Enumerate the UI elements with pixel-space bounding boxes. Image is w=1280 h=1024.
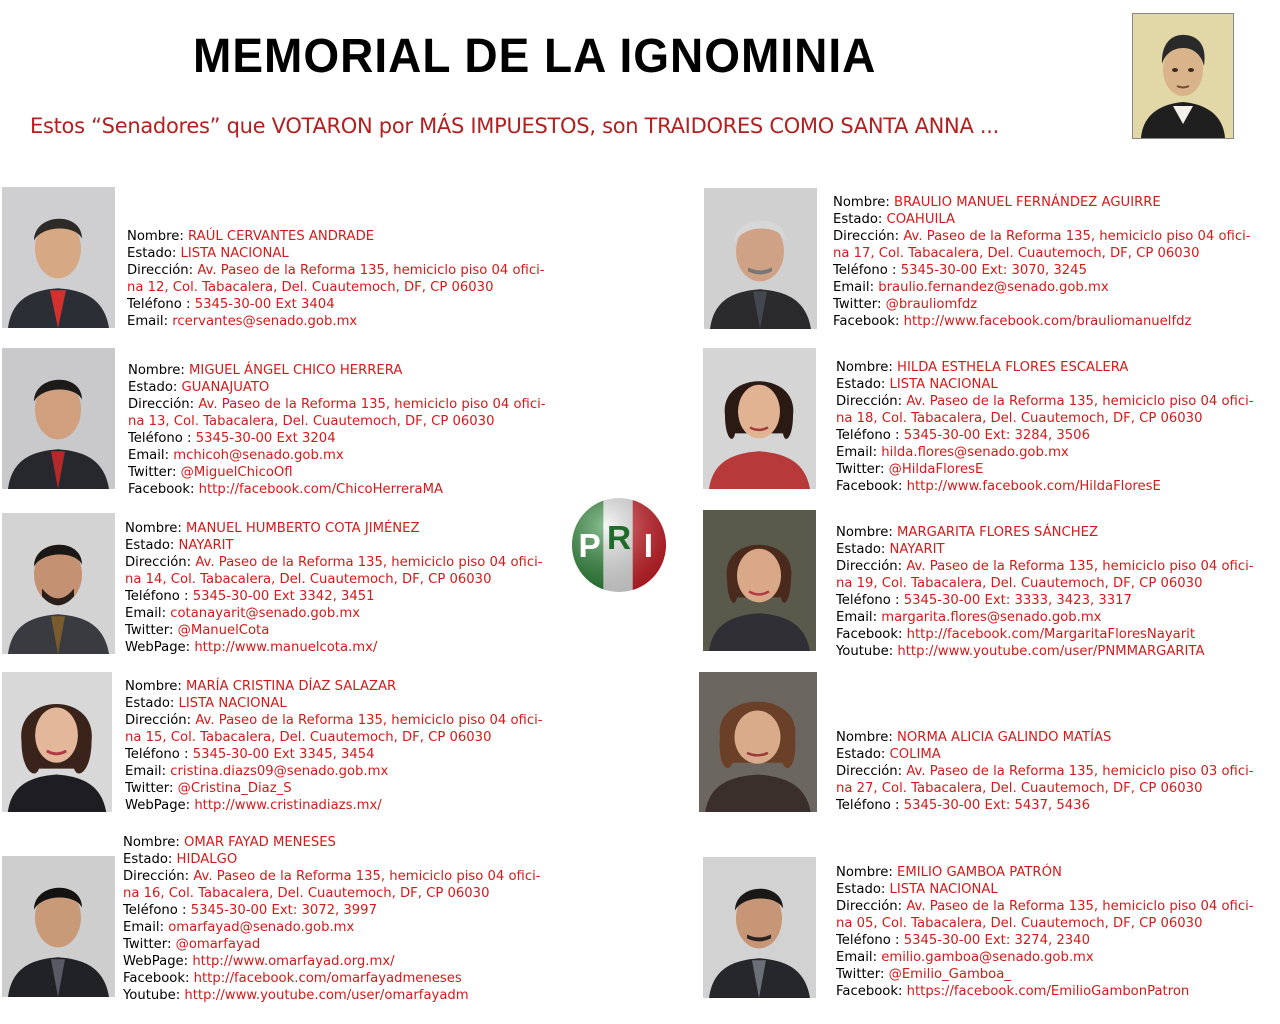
senator-name: HILDA ESTHELA FLORES ESCALERA [897, 360, 1129, 375]
email-label: Email: [833, 280, 875, 295]
senator-twitter-link[interactable]: @Cristina_Diaz_S [177, 781, 292, 796]
senator-youtube-link[interactable]: http://www.youtube.com/user/omarfayadm [184, 988, 469, 1003]
senator-webpage-link[interactable]: http://www.omarfayad.org.mx/ [192, 954, 395, 969]
direccion-label: Dirección: [836, 559, 903, 574]
senator-phone: 5345-30-00 Ext: 3284, 3506 [903, 428, 1090, 443]
senator-card [836, 524, 1254, 660]
senator-photo [703, 857, 816, 998]
senator-address-cont: na 18, Col. Tabacalera, Del. Cuautemoch, DF, CP 06030 [836, 411, 1203, 426]
senator-name: MIGUEL ÁNGEL CHICO HERRERA [189, 363, 403, 378]
estado-label: Estado: [836, 542, 886, 557]
telefono-label: Teléfono : [125, 747, 189, 762]
pri-letter-p: P [578, 527, 601, 565]
direccion-label: Dirección: [833, 229, 900, 244]
estado-label: Estado: [128, 380, 178, 395]
senator-name: MARGARITA FLORES SÁNCHEZ [897, 525, 1099, 540]
senator-state: LISTA NACIONAL [889, 377, 998, 392]
facebook-label: Facebook: [836, 479, 903, 494]
senator-state: COAHUILA [886, 212, 956, 227]
senator-name: EMILIO GAMBOA PATRÓN [897, 865, 1062, 880]
senator-card [125, 520, 543, 656]
email-label: Email: [836, 950, 878, 965]
nombre-label: Nombre: [125, 679, 182, 694]
senator-address-cont: na 14, Col. Tabacalera, Del. Cuautemoch, DF, CP 06030 [125, 572, 492, 587]
estado-label: Estado: [123, 852, 173, 867]
pri-logo [570, 496, 668, 594]
senator-address: Av. Paseo de la Reforma 135, hemiciclo piso 04 ofici- [193, 869, 541, 884]
facebook-label: Facebook: [836, 627, 903, 642]
twitter-label: Twitter: [833, 297, 882, 312]
email-label: Email: [123, 920, 165, 935]
nombre-label: Nombre: [128, 363, 185, 378]
senator-phone: 5345-30-00 Ext 3204 [195, 431, 336, 446]
nombre-label: Nombre: [833, 195, 890, 210]
senator-card [836, 359, 1254, 495]
senator-address: Av. Paseo de la Reforma 135, hemiciclo piso 04 ofici- [906, 559, 1254, 574]
estado-label: Estado: [127, 246, 177, 261]
twitter-label: Twitter: [128, 465, 177, 480]
email-label: Email: [127, 314, 169, 329]
senator-card [833, 194, 1251, 330]
senator-state: LISTA NACIONAL [178, 696, 287, 711]
webpage-label: WebPage: [125, 798, 191, 813]
senator-phone: 5345-30-00 Ext: 3333, 3423, 3317 [903, 593, 1132, 608]
senator-twitter-link[interactable]: @HildaFloresE [888, 462, 984, 477]
page-title: MEMORIAL DE LA IGNOMINIA [193, 27, 877, 83]
senator-facebook-link[interactable]: http://facebook.com/ChicoHerreraMA [198, 482, 443, 497]
senator-email-link[interactable]: cotanayarit@senado.gob.mx [170, 606, 361, 621]
nombre-label: Nombre: [123, 835, 180, 850]
direccion-label: Dirección: [125, 713, 192, 728]
senator-name: BRAULIO MANUEL FERNÁNDEZ AGUIRRE [894, 195, 1161, 210]
senator-address: Av. Paseo de la Reforma 135, hemiciclo piso 04 ofici- [906, 394, 1254, 409]
senator-email-link[interactable]: braulio.fernandez@senado.gob.mx [878, 280, 1109, 295]
senator-address-cont: na 13, Col. Tabacalera, Del. Cuautemoch, DF, CP 06030 [128, 414, 495, 429]
estado-label: Estado: [836, 882, 886, 897]
pri-letter-i: I [643, 527, 654, 565]
senator-photo [704, 188, 817, 329]
senator-card [125, 678, 543, 814]
senator-photo [2, 348, 115, 489]
youtube-label: Youtube: [836, 644, 894, 659]
senator-phone: 5345-30-00 Ext: 3274, 2340 [903, 933, 1090, 948]
direccion-label: Dirección: [127, 263, 194, 278]
direccion-label: Dirección: [836, 764, 903, 779]
senator-address: Av. Paseo de la Reforma 135, hemiciclo piso 04 ofici- [903, 229, 1251, 244]
senator-email-link[interactable]: emilio.gamboa@senado.gob.mx [881, 950, 1094, 965]
senator-state: COLIMA [889, 747, 941, 762]
telefono-label: Teléfono : [128, 431, 192, 446]
telefono-label: Teléfono : [127, 297, 191, 312]
telefono-label: Teléfono : [836, 933, 900, 948]
senator-state: LISTA NACIONAL [889, 882, 998, 897]
senator-photo [703, 510, 816, 651]
senator-address: Av. Paseo de la Reforma 135, hemiciclo piso 04 ofici- [197, 263, 545, 278]
senator-address-cont: na 15, Col. Tabacalera, Del. Cuautemoch, DF, CP 06030 [125, 730, 492, 745]
senator-webpage-link[interactable]: http://www.manuelcota.mx/ [194, 640, 378, 655]
senator-address: Av. Paseo de la Reforma 135, hemiciclo piso 04 ofici- [195, 555, 543, 570]
senator-name: MANUEL HUMBERTO COTA JIMÉNEZ [186, 521, 420, 536]
senator-name: NORMA ALICIA GALINDO MATÍAS [897, 730, 1112, 745]
senator-address-cont: na 27, Col. Tabacalera, Del. Cuautemoch, DF, CP 06030 [836, 781, 1203, 796]
twitter-label: Twitter: [123, 937, 172, 952]
senator-card [836, 864, 1254, 1000]
webpage-label: WebPage: [125, 640, 191, 655]
direccion-label: Dirección: [128, 397, 195, 412]
nombre-label: Nombre: [836, 525, 893, 540]
senator-card [836, 729, 1254, 814]
telefono-label: Teléfono : [833, 263, 897, 278]
direccion-label: Dirección: [123, 869, 190, 884]
senator-twitter-link[interactable]: @brauliomfdz [885, 297, 978, 312]
senator-photo [2, 672, 112, 812]
direccion-label: Dirección: [836, 899, 903, 914]
senator-email-link[interactable]: margarita.flores@senado.gob.mx [881, 610, 1102, 625]
senator-state: GUANAJUATO [181, 380, 270, 395]
email-label: Email: [836, 445, 878, 460]
senator-email-link[interactable]: mchicoh@senado.gob.mx [173, 448, 344, 463]
senator-phone: 5345-30-00 Ext: 5437, 5436 [903, 798, 1090, 813]
estado-label: Estado: [836, 377, 886, 392]
nombre-label: Nombre: [125, 521, 182, 536]
senator-address-cont: na 05, Col. Tabacalera, Del. Cuautemoch, DF, CP 06030 [836, 916, 1203, 931]
email-label: Email: [125, 764, 167, 779]
senator-address: Av. Paseo de la Reforma 135, hemiciclo piso 04 ofici- [195, 713, 543, 728]
senator-twitter-link[interactable]: @omarfayad [175, 937, 261, 952]
youtube-label: Youtube: [123, 988, 181, 1003]
senator-address: Av. Paseo de la Reforma 135, hemiciclo piso 04 ofici- [198, 397, 546, 412]
senator-phone: 5345-30-00 Ext 3404 [194, 297, 335, 312]
direccion-label: Dirección: [125, 555, 192, 570]
telefono-label: Teléfono : [836, 593, 900, 608]
twitter-label: Twitter: [125, 781, 174, 796]
senator-state: NAYARIT [889, 542, 945, 557]
twitter-label: Twitter: [125, 623, 174, 638]
senator-state: LISTA NACIONAL [180, 246, 289, 261]
senator-address-cont: na 12, Col. Tabacalera, Del. Cuautemoch, DF, CP 06030 [127, 280, 494, 295]
senator-twitter-link[interactable]: @ManuelCota [177, 623, 270, 638]
senator-photo [2, 187, 115, 328]
telefono-label: Teléfono : [836, 798, 900, 813]
senator-facebook-link[interactable]: http://facebook.com/omarfayadmeneses [193, 971, 462, 986]
senator-email-link[interactable]: rcervantes@senado.gob.mx [172, 314, 358, 329]
senator-facebook-link[interactable]: https://facebook.com/EmilioGambonPatron [906, 984, 1190, 999]
senator-name: OMAR FAYAD MENESES [184, 835, 336, 850]
telefono-label: Teléfono : [125, 589, 189, 604]
facebook-label: Facebook: [836, 984, 903, 999]
senator-address-cont: na 16, Col. Tabacalera, Del. Cuautemoch, DF, CP 06030 [123, 886, 490, 901]
twitter-label: Twitter: [836, 462, 885, 477]
direccion-label: Dirección: [836, 394, 903, 409]
senator-card [127, 228, 545, 330]
senator-phone: 5345-30-00 Ext: 3072, 3997 [190, 903, 377, 918]
facebook-label: Facebook: [123, 971, 190, 986]
email-label: Email: [836, 610, 878, 625]
senator-state: NAYARIT [178, 538, 234, 553]
nombre-label: Nombre: [836, 360, 893, 375]
santa-anna-portrait [1132, 13, 1234, 139]
webpage-label: WebPage: [123, 954, 189, 969]
page-subtitle: Estos “Senadores” que VOTARON por MÁS IMPUESTOS, son TRAIDORES COMO SANTA ANNA ... [30, 114, 1000, 138]
senator-facebook-link[interactable]: http://www.facebook.com/HildaFloresE [906, 479, 1161, 494]
senator-email-link[interactable]: cristina.diazs09@senado.gob.mx [170, 764, 389, 779]
senator-twitter-link[interactable]: @MiguelChicoOfl [180, 465, 293, 480]
estado-label: Estado: [125, 696, 175, 711]
nombre-label: Nombre: [127, 229, 184, 244]
nombre-label: Nombre: [836, 865, 893, 880]
estado-label: Estado: [836, 747, 886, 762]
senator-phone: 5345-30-00 Ext 3342, 3451 [192, 589, 375, 604]
telefono-label: Teléfono : [123, 903, 187, 918]
senator-photo [703, 348, 816, 489]
senator-youtube-link[interactable]: http://www.youtube.com/user/PNMMARGARITA [897, 644, 1205, 659]
senator-email-link[interactable]: omarfayad@senado.gob.mx [168, 920, 355, 935]
nombre-label: Nombre: [836, 730, 893, 745]
senator-facebook-link[interactable]: http://www.facebook.com/brauliomanuelfdz [903, 314, 1192, 329]
senator-phone: 5345-30-00 Ext: 3070, 3245 [900, 263, 1087, 278]
senator-phone: 5345-30-00 Ext 3345, 3454 [192, 747, 375, 762]
facebook-label: Facebook: [128, 482, 195, 497]
twitter-label: Twitter: [836, 967, 885, 982]
senator-address-cont: na 19, Col. Tabacalera, Del. Cuautemoch, DF, CP 06030 [836, 576, 1203, 591]
senator-email-link[interactable]: hilda.flores@senado.gob.mx [881, 445, 1069, 460]
email-label: Email: [125, 606, 167, 621]
senator-address-cont: na 17, Col. Tabacalera, Del. Cuautemoch, DF, CP 06030 [833, 246, 1200, 261]
senator-twitter-link[interactable]: @Emilio_Gamboa_ [888, 967, 1011, 982]
estado-label: Estado: [833, 212, 883, 227]
senator-card [123, 834, 541, 1004]
senator-state: HIDALGO [176, 852, 238, 867]
senator-photo [699, 672, 817, 812]
senator-photo [2, 856, 115, 997]
senator-name: MARÍA CRISTINA DÍAZ SALAZAR [186, 679, 397, 694]
email-label: Email: [128, 448, 170, 463]
pri-letter-r: R [606, 519, 632, 557]
senator-address: Av. Paseo de la Reforma 135, hemiciclo piso 03 ofici- [906, 764, 1254, 779]
senator-card [128, 362, 546, 498]
senator-address: Av. Paseo de la Reforma 135, hemiciclo piso 04 ofici- [906, 899, 1254, 914]
senator-facebook-link[interactable]: http://facebook.com/MargaritaFloresNayarit [906, 627, 1196, 642]
telefono-label: Teléfono : [836, 428, 900, 443]
facebook-label: Facebook: [833, 314, 900, 329]
senator-photo [2, 513, 115, 654]
estado-label: Estado: [125, 538, 175, 553]
senator-webpage-link[interactable]: http://www.cristinadiazs.mx/ [194, 798, 382, 813]
senator-name: RAÚL CERVANTES ANDRADE [188, 229, 375, 244]
